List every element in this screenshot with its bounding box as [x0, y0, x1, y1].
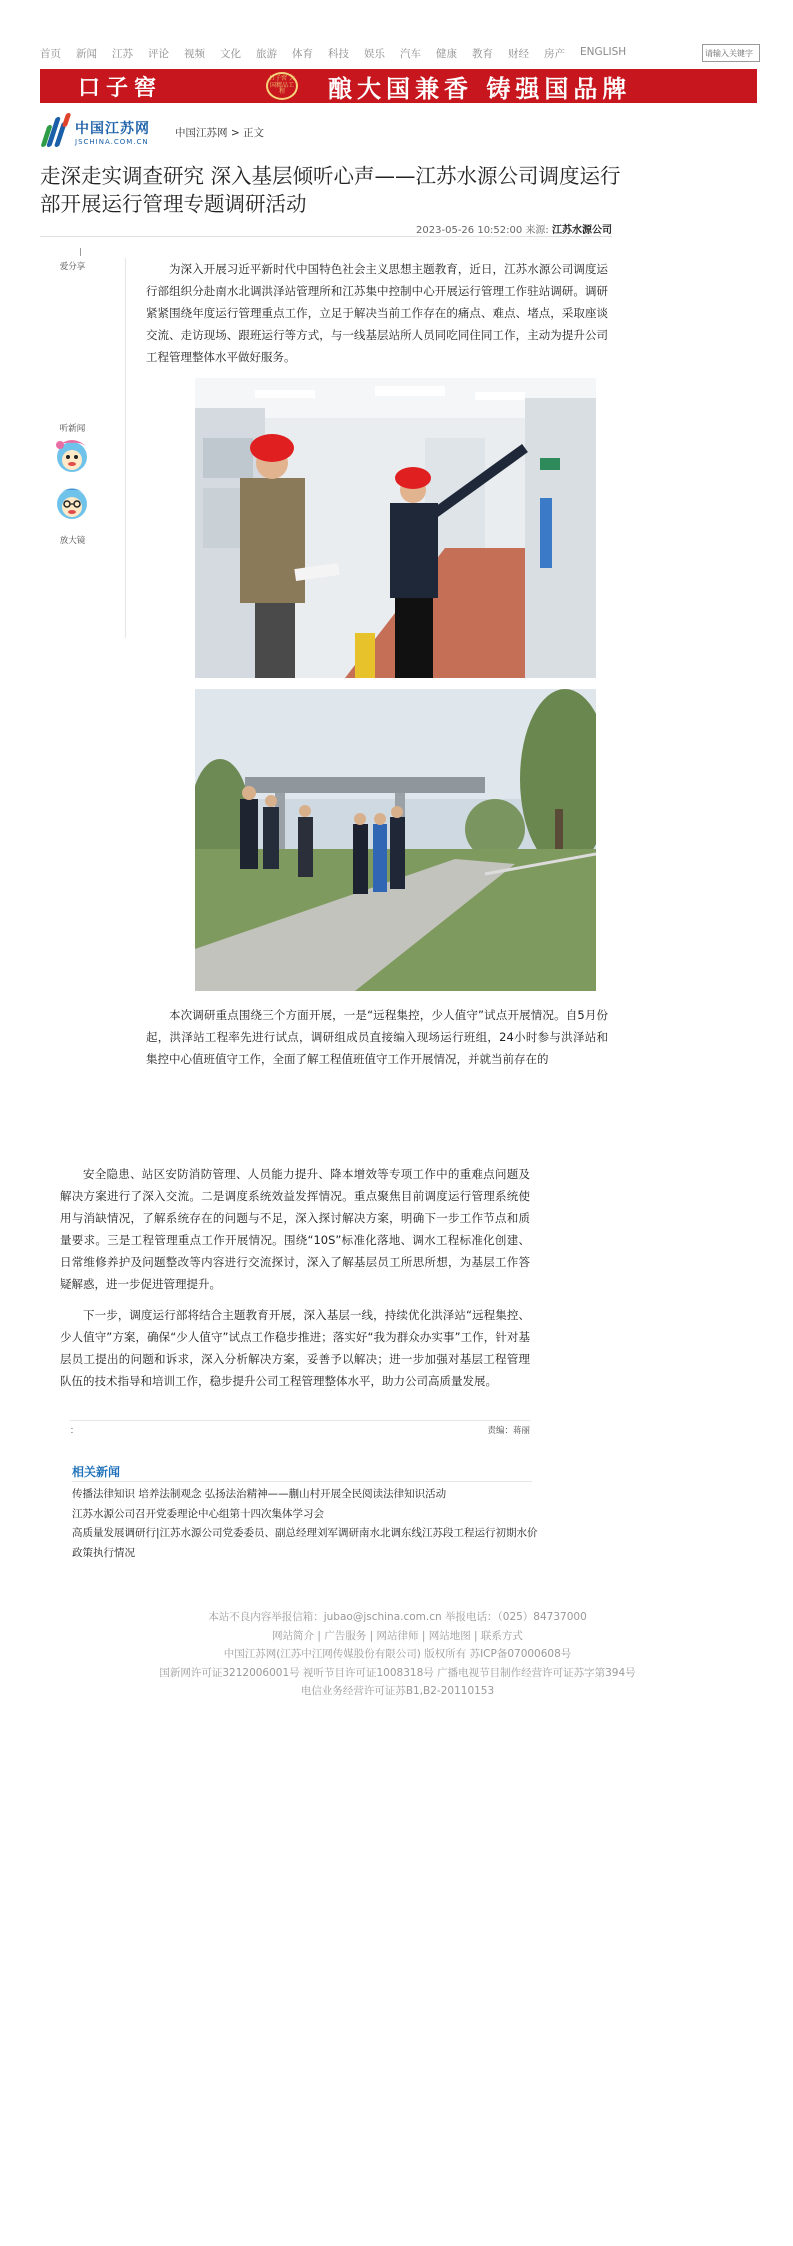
nav-link[interactable]: ENGLISH: [580, 45, 627, 58]
divider: [40, 236, 612, 237]
listen-news-label: 听新闻: [59, 424, 86, 434]
article-title: 走深走实调查研究 深入基层倾听心声——江苏水源公司调度运行部开展运行管理专题调研活动: [40, 164, 621, 216]
nav-link[interactable]: 健康: [436, 47, 457, 60]
source-label: 来源:: [525, 225, 549, 236]
article-editor: 责编：蒋丽: [487, 1426, 530, 1436]
nav-link[interactable]: 体育: [292, 47, 313, 60]
nav-link[interactable]: 江苏: [112, 47, 133, 60]
search-input[interactable]: 请输入关键字: [702, 44, 760, 62]
nav-link[interactable]: 新闻: [76, 47, 97, 60]
nav-link[interactable]: 财经: [508, 47, 529, 60]
photo-control-room-image: [195, 378, 596, 678]
related-news-item[interactable]: 江苏水源公司召开党委理论中心组第十四次集体学习会: [72, 1507, 324, 1520]
site-logo-icon[interactable]: [40, 113, 70, 151]
top-navigation: [40, 40, 760, 66]
logo-row: [40, 110, 760, 154]
nav-link[interactable]: 教育: [472, 47, 493, 60]
footer-copyright: 中国江苏网(江苏中江网传媒股份有限公司) 版权所有 苏ICP备07000608号: [223, 1648, 572, 1660]
banner-brand: 口子窖: [78, 74, 163, 101]
site-footer: [140, 1608, 655, 1701]
related-news-title: 相关新闻: [72, 1465, 121, 1479]
nav-link[interactable]: 科技: [328, 47, 349, 60]
footer-license: 国新网许可证3212006001号 视听节目许可证1008318号 广播电视节目制作经营许可证苏字第394号: [159, 1666, 636, 1679]
article-datetime: 2023-05-26 10:52:00: [416, 225, 523, 236]
article-footer: [70, 1424, 530, 1440]
zoom-button[interactable]: 放大镜: [59, 536, 86, 546]
breadcrumb[interactable]: 中国江苏网 > 正文: [175, 126, 264, 139]
side-divider: [125, 258, 126, 638]
article-foot-left: ：: [70, 1426, 79, 1436]
related-news-list: [72, 1485, 542, 1563]
logo-cn: 中国江苏网: [75, 121, 150, 137]
site-logo[interactable]: [75, 118, 150, 146]
footer-telecom: 电信业务经营许可证苏B1,B2-20110153: [300, 1685, 495, 1697]
nav-link[interactable]: 首页: [40, 47, 61, 60]
nav-link[interactable]: 视频: [184, 47, 205, 60]
divider: [70, 1420, 530, 1421]
article-paragraph: 本次调研重点围绕三个方面开展，一是“远程集控，少人值守”试点开展情况。自5月份起，洪泽站工程率先进行试点，调研组成员直接编入现场运行班组，24小时参与洪泽站和集控中心值班值守工作，全面了解工程值班值守工作开展情况，并就当前存在的: [146, 1008, 608, 1066]
article-paragraph: 下一步，调度运行部将结合主题教育开展，深入基层一线，持续优化洪泽站“远程集控、少人值守”方案，确保“少人值守”试点工作稳步推进；落实好“我为群众办实事”工作，针对基层员工提出的问题和诉求，深入分析解决方案，妥善予以解决；进一步加强对基层工程管理队伍的技术指导和培训工作，稳步提升公司工程管理整体水平，助力公司高质量发展。: [60, 1308, 530, 1388]
nav-link[interactable]: 房产: [544, 47, 565, 60]
footer-report: 本站不良内容举报信箱：jubao@jschina.com.cn 举报电话：（025）84737000: [208, 1611, 587, 1623]
divider: [72, 1481, 532, 1482]
photo-field-visit-image: [195, 689, 596, 991]
listen-avatar-icon[interactable]: [52, 436, 92, 474]
related-news-item[interactable]: 传播法律知识 培养法制观念 弘扬法治精神——蒯山村开展全民阅读法律知识活动: [72, 1488, 447, 1500]
article-paragraph: 为深入开展习近平新时代中国特色社会主义思想主题教育，近日，江苏水源公司调度运行部组织分赴南水北调洪泽站管理所和江苏集中控制中心开展运行管理工作驻站调研。调研紧紧围绕年度运行管理重点工作，立足于解决当前工作存在的痛点、难点、堵点，采取座谈交流、走访现场、跟班运行等方式，与一线基层站所人员同吃同住同工作，主动为提升公司工程管理整体水平做好服务。: [146, 262, 608, 364]
article-photo-control-room: [195, 378, 596, 678]
share-icon[interactable]: [80, 248, 81, 256]
zoom-avatar-icon[interactable]: [52, 484, 92, 522]
share-button[interactable]: 爱分享: [59, 262, 86, 272]
logo-en: JSCHINA.COM.CN: [75, 138, 149, 146]
article-photo-field-visit: [195, 689, 596, 991]
banner-seal: 口子窖 大国精品工程: [266, 72, 298, 100]
nav-link[interactable]: 娱乐: [364, 47, 385, 60]
banner-slogan: 酿大国兼香 铸强国品牌: [328, 73, 632, 103]
article-paragraph: 安全隐患、站区安防消防管理、人员能力提升、降本增效等专项工作中的重难点问题及解决方案进行了深入交流。二是调度系统效益发挥情况。重点聚焦目前调度运行管理系统使用与消缺情况，了解系统存在的问题与不足，深入探讨解决方案，明确下一步工作节点和质量要求。三是工程管理重点工作开展情况。围绕“10S”标准化落地、调水工程标准化创建、日常维修养护及问题整改等内容进行交流探讨，深入了解基层员工所思所想，为基层工作答疑解惑，进一步促进管理提升。: [60, 1167, 530, 1291]
related-news-item[interactable]: 高质量发展调研行|江苏水源公司党委委员、副总经理刘军调研南水北调东线江苏段工程运行初期水价政策执行情况: [72, 1527, 538, 1559]
nav-link[interactable]: 评论: [148, 47, 169, 60]
nav-links: [40, 46, 702, 61]
nav-link[interactable]: 文化: [220, 47, 241, 60]
footer-links[interactable]: 网站简介 | 广告服务 | 网站律师 | 网站地图 | 联系方式: [272, 1629, 523, 1642]
nav-link[interactable]: 汽车: [400, 47, 421, 60]
article-meta: [40, 221, 612, 236]
article-source: 江苏水源公司: [552, 225, 612, 236]
banner-ad[interactable]: [40, 69, 757, 103]
nav-link[interactable]: 旅游: [256, 47, 277, 60]
